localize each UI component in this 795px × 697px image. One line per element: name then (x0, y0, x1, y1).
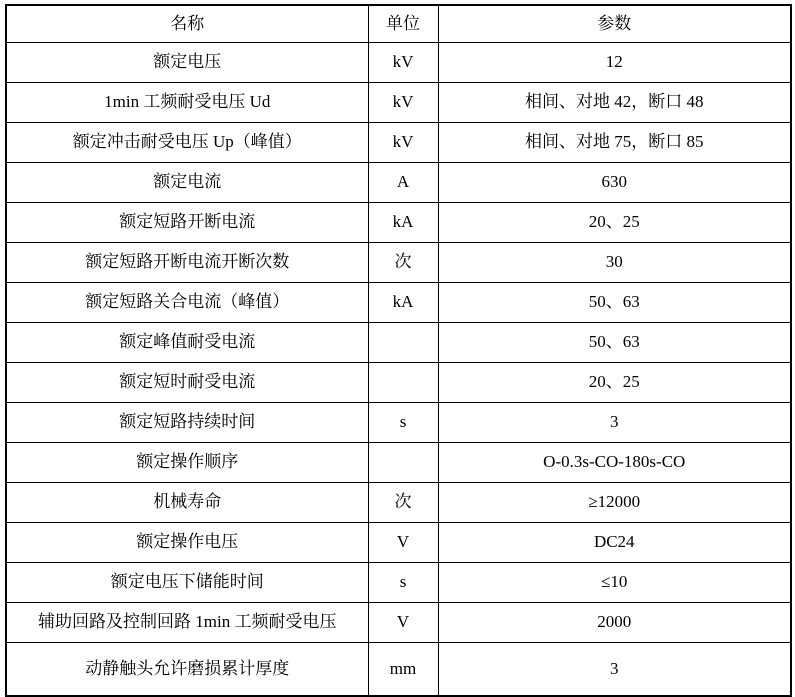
cell-name: 额定电压下储能时间 (6, 563, 368, 603)
table-row (6, 163, 791, 203)
table-row (6, 243, 791, 283)
cell-name: 动静触头允许磨损累计厚度 (6, 643, 368, 697)
table-row (6, 43, 791, 83)
cell-unit: V (368, 603, 438, 643)
cell-unit: kA (368, 203, 438, 243)
cell-value: ≤10 (438, 563, 791, 603)
cell-name: 额定操作顺序 (6, 443, 368, 483)
table-row (6, 283, 791, 323)
cell-name: 额定短路关合电流（峰值） (6, 283, 368, 323)
cell-unit: V (368, 523, 438, 563)
cell-name: 机械寿命 (6, 483, 368, 523)
table-row (6, 323, 791, 363)
cell-unit: kV (368, 83, 438, 123)
table-row (6, 643, 791, 697)
table-row (6, 203, 791, 243)
cell-unit (368, 363, 438, 403)
cell-name: 额定操作电压 (6, 523, 368, 563)
spec-table (5, 4, 792, 697)
cell-unit: mm (368, 643, 438, 697)
cell-value: 2000 (438, 603, 791, 643)
table-row (6, 83, 791, 123)
cell-value: 3 (438, 643, 791, 697)
cell-unit: 次 (368, 243, 438, 283)
cell-name: 额定冲击耐受电压 Up（峰值） (6, 123, 368, 163)
cell-value: DC24 (438, 523, 791, 563)
cell-name: 额定短路开断电流 (6, 203, 368, 243)
cell-value: 相间、对地 75，断口 85 (438, 123, 791, 163)
cell-name: 额定短路持续时间 (6, 403, 368, 443)
cell-value: ≥12000 (438, 483, 791, 523)
cell-unit: s (368, 563, 438, 603)
cell-unit: 次 (368, 483, 438, 523)
table-row (6, 403, 791, 443)
header-unit: 单位 (368, 5, 438, 43)
cell-name: 额定电压 (6, 43, 368, 83)
cell-unit: A (368, 163, 438, 203)
table-header-row (6, 5, 791, 43)
cell-value: 3 (438, 403, 791, 443)
cell-name: 1min 工频耐受电压 Ud (6, 83, 368, 123)
cell-value: 50、63 (438, 323, 791, 363)
cell-unit: kV (368, 123, 438, 163)
cell-value: O-0.3s-CO-180s-CO (438, 443, 791, 483)
table-row (6, 563, 791, 603)
table-row (6, 443, 791, 483)
cell-name: 额定峰值耐受电流 (6, 323, 368, 363)
cell-unit: kV (368, 43, 438, 83)
cell-unit: s (368, 403, 438, 443)
cell-unit: kA (368, 283, 438, 323)
header-name: 名称 (6, 5, 368, 43)
cell-value: 20、25 (438, 203, 791, 243)
table-row (6, 483, 791, 523)
cell-name: 额定短路开断电流开断次数 (6, 243, 368, 283)
cell-value: 相间、对地 42，断口 48 (438, 83, 791, 123)
cell-name: 额定电流 (6, 163, 368, 203)
table-row (6, 523, 791, 563)
cell-unit (368, 323, 438, 363)
table-row (6, 603, 791, 643)
cell-name: 辅助回路及控制回路 1min 工频耐受电压 (6, 603, 368, 643)
cell-value: 20、25 (438, 363, 791, 403)
table-row (6, 363, 791, 403)
header-param: 参数 (438, 5, 791, 43)
cell-value: 30 (438, 243, 791, 283)
cell-value: 12 (438, 43, 791, 83)
cell-unit (368, 443, 438, 483)
table-row (6, 123, 791, 163)
cell-value: 50、63 (438, 283, 791, 323)
cell-name: 额定短时耐受电流 (6, 363, 368, 403)
cell-value: 630 (438, 163, 791, 203)
